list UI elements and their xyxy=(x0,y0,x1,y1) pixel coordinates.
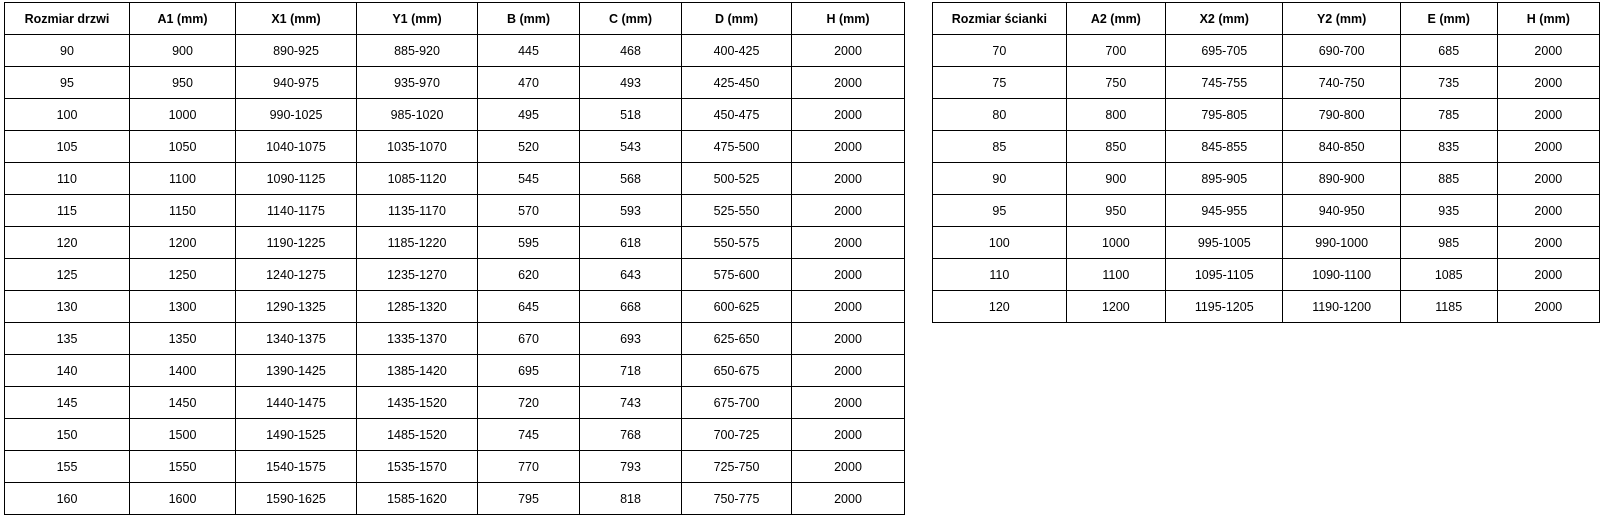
table-row xyxy=(5,451,905,483)
table-cell: 1335-1370 xyxy=(357,323,478,355)
table-cell: 835 xyxy=(1400,131,1497,163)
table-cell: 750 xyxy=(1066,67,1165,99)
column-header-a2: A2 (mm) xyxy=(1066,3,1165,35)
table-cell: 1085 xyxy=(1400,259,1497,291)
table-cell: 575-600 xyxy=(682,259,792,291)
table-cell: 850 xyxy=(1066,131,1165,163)
table-cell: 80 xyxy=(933,99,1067,131)
table-cell: 645 xyxy=(478,291,580,323)
table-cell: 2000 xyxy=(792,163,905,195)
table-row xyxy=(5,355,905,387)
table-cell: 950 xyxy=(130,67,236,99)
table-cell: 625-650 xyxy=(682,323,792,355)
table-cell: 2000 xyxy=(792,195,905,227)
table-cell: 885 xyxy=(1400,163,1497,195)
column-header-y1: Y1 (mm) xyxy=(357,3,478,35)
table-cell: 1450 xyxy=(130,387,236,419)
table-cell: 2000 xyxy=(792,355,905,387)
table-row xyxy=(5,99,905,131)
table-cell: 750-775 xyxy=(682,483,792,515)
table-cell: 2000 xyxy=(1497,163,1599,195)
table-cell: 1085-1120 xyxy=(357,163,478,195)
table-cell: 1285-1320 xyxy=(357,291,478,323)
table-cell: 1385-1420 xyxy=(357,355,478,387)
table-cell: 735 xyxy=(1400,67,1497,99)
table-cell: 595 xyxy=(478,227,580,259)
table-cell: 2000 xyxy=(1497,67,1599,99)
table-cell: 950 xyxy=(1066,195,1165,227)
table-cell: 425-450 xyxy=(682,67,792,99)
table-cell: 160 xyxy=(5,483,130,515)
table-cell: 115 xyxy=(5,195,130,227)
table-row xyxy=(933,259,1600,291)
table-cell: 1190-1200 xyxy=(1283,291,1400,323)
table-cell: 900 xyxy=(1066,163,1165,195)
table-cell: 895-905 xyxy=(1166,163,1283,195)
table-cell: 2000 xyxy=(1497,35,1599,67)
column-header-d: D (mm) xyxy=(682,3,792,35)
table-row xyxy=(5,419,905,451)
table-row xyxy=(5,67,905,99)
table-row xyxy=(5,323,905,355)
table-row xyxy=(933,291,1600,323)
table-cell: 550-575 xyxy=(682,227,792,259)
table-cell: 695 xyxy=(478,355,580,387)
table-cell: 940-975 xyxy=(236,67,357,99)
table-cell: 2000 xyxy=(792,291,905,323)
table-cell: 2000 xyxy=(1497,131,1599,163)
table-header-row xyxy=(5,3,905,35)
table-cell: 1095-1105 xyxy=(1166,259,1283,291)
column-header-c: C (mm) xyxy=(580,3,682,35)
table-cell: 885-920 xyxy=(357,35,478,67)
doors-table-body xyxy=(5,35,905,515)
table-cell: 670 xyxy=(478,323,580,355)
table-cell: 800 xyxy=(1066,99,1165,131)
table-cell: 2000 xyxy=(792,419,905,451)
column-header-rozmiar-drzwi: Rozmiar drzwi xyxy=(5,3,130,35)
doors-table-header xyxy=(5,3,905,35)
table-cell: 890-925 xyxy=(236,35,357,67)
table-cell: 995-1005 xyxy=(1166,227,1283,259)
table-cell: 785 xyxy=(1400,99,1497,131)
column-header-b: B (mm) xyxy=(478,3,580,35)
table-cell: 2000 xyxy=(792,35,905,67)
table-cell: 718 xyxy=(580,355,682,387)
column-header-a1: A1 (mm) xyxy=(130,3,236,35)
table-cell: 1300 xyxy=(130,291,236,323)
table-cell: 75 xyxy=(933,67,1067,99)
table-cell: 120 xyxy=(5,227,130,259)
table-cell: 2000 xyxy=(1497,195,1599,227)
table-cell: 470 xyxy=(478,67,580,99)
table-cell: 945-955 xyxy=(1166,195,1283,227)
table-cell: 1190-1225 xyxy=(236,227,357,259)
table-row xyxy=(5,387,905,419)
table-cell: 105 xyxy=(5,131,130,163)
table-cell: 2000 xyxy=(792,483,905,515)
table-cell: 1195-1205 xyxy=(1166,291,1283,323)
table-cell: 500-525 xyxy=(682,163,792,195)
table-cell: 120 xyxy=(933,291,1067,323)
table-cell: 693 xyxy=(580,323,682,355)
table-cell: 700-725 xyxy=(682,419,792,451)
table-cell: 690-700 xyxy=(1283,35,1400,67)
table-cell: 985 xyxy=(1400,227,1497,259)
column-header-x1: X1 (mm) xyxy=(236,3,357,35)
walls-table-body xyxy=(933,35,1600,323)
column-header-h: H (mm) xyxy=(1497,3,1599,35)
table-cell: 770 xyxy=(478,451,580,483)
table-row xyxy=(5,483,905,515)
column-header-x2: X2 (mm) xyxy=(1166,3,1283,35)
table-cell: 1150 xyxy=(130,195,236,227)
table-cell: 135 xyxy=(5,323,130,355)
table-cell: 155 xyxy=(5,451,130,483)
table-cell: 85 xyxy=(933,131,1067,163)
table-cell: 845-855 xyxy=(1166,131,1283,163)
table-cell: 2000 xyxy=(1497,291,1599,323)
table-cell: 100 xyxy=(5,99,130,131)
table-cell: 790-800 xyxy=(1283,99,1400,131)
table-cell: 100 xyxy=(933,227,1067,259)
table-cell: 1035-1070 xyxy=(357,131,478,163)
table-cell: 1100 xyxy=(130,163,236,195)
table-cell: 518 xyxy=(580,99,682,131)
table-cell: 2000 xyxy=(1497,259,1599,291)
table-cell: 1090-1125 xyxy=(236,163,357,195)
table-cell: 818 xyxy=(580,483,682,515)
table-cell: 1535-1570 xyxy=(357,451,478,483)
table-cell: 990-1025 xyxy=(236,99,357,131)
table-cell: 1100 xyxy=(1066,259,1165,291)
table-cell: 468 xyxy=(580,35,682,67)
table-cell: 2000 xyxy=(792,99,905,131)
table-cell: 90 xyxy=(5,35,130,67)
table-cell: 740-750 xyxy=(1283,67,1400,99)
table-cell: 2000 xyxy=(1497,99,1599,131)
column-header-y2: Y2 (mm) xyxy=(1283,3,1400,35)
table-cell: 400-425 xyxy=(682,35,792,67)
table-row xyxy=(933,99,1600,131)
table-cell: 130 xyxy=(5,291,130,323)
table-cell: 620 xyxy=(478,259,580,291)
table-cell: 940-950 xyxy=(1283,195,1400,227)
table-cell: 495 xyxy=(478,99,580,131)
table-cell: 1185 xyxy=(1400,291,1497,323)
walls-table-container xyxy=(932,2,1600,323)
table-cell: 2000 xyxy=(792,387,905,419)
table-cell: 70 xyxy=(933,35,1067,67)
table-cell: 1590-1625 xyxy=(236,483,357,515)
table-cell: 545 xyxy=(478,163,580,195)
table-cell: 150 xyxy=(5,419,130,451)
table-row xyxy=(933,35,1600,67)
table-cell: 1435-1520 xyxy=(357,387,478,419)
table-cell: 1540-1575 xyxy=(236,451,357,483)
column-header-e: E (mm) xyxy=(1400,3,1497,35)
table-row xyxy=(5,259,905,291)
table-cell: 593 xyxy=(580,195,682,227)
table-cell: 1200 xyxy=(1066,291,1165,323)
table-cell: 745-755 xyxy=(1166,67,1283,99)
table-cell: 110 xyxy=(5,163,130,195)
table-row xyxy=(5,195,905,227)
table-cell: 793 xyxy=(580,451,682,483)
table-cell: 520 xyxy=(478,131,580,163)
table-cell: 768 xyxy=(580,419,682,451)
table-cell: 1040-1075 xyxy=(236,131,357,163)
table-cell: 110 xyxy=(933,259,1067,291)
table-cell: 568 xyxy=(580,163,682,195)
table-cell: 1485-1520 xyxy=(357,419,478,451)
table-cell: 2000 xyxy=(1497,227,1599,259)
table-cell: 1050 xyxy=(130,131,236,163)
table-cell: 1000 xyxy=(130,99,236,131)
table-cell: 795 xyxy=(478,483,580,515)
table-cell: 1390-1425 xyxy=(236,355,357,387)
table-cell: 1400 xyxy=(130,355,236,387)
table-cell: 1240-1275 xyxy=(236,259,357,291)
table-cell: 1250 xyxy=(130,259,236,291)
table-cell: 890-900 xyxy=(1283,163,1400,195)
table-cell: 795-805 xyxy=(1166,99,1283,131)
doors-table-container xyxy=(4,2,905,515)
table-cell: 1290-1325 xyxy=(236,291,357,323)
table-cell: 745 xyxy=(478,419,580,451)
table-cell: 725-750 xyxy=(682,451,792,483)
table-cell: 650-675 xyxy=(682,355,792,387)
doors-specification-table xyxy=(4,2,905,515)
table-cell: 145 xyxy=(5,387,130,419)
walls-specification-table xyxy=(932,2,1600,323)
table-row xyxy=(933,131,1600,163)
table-cell: 900 xyxy=(130,35,236,67)
table-cell: 1550 xyxy=(130,451,236,483)
table-cell: 1350 xyxy=(130,323,236,355)
table-cell: 450-475 xyxy=(682,99,792,131)
table-cell: 2000 xyxy=(792,259,905,291)
table-cell: 935-970 xyxy=(357,67,478,99)
table-cell: 95 xyxy=(5,67,130,99)
table-cell: 618 xyxy=(580,227,682,259)
table-cell: 2000 xyxy=(792,451,905,483)
table-cell: 1500 xyxy=(130,419,236,451)
table-cell: 985-1020 xyxy=(357,99,478,131)
table-cell: 743 xyxy=(580,387,682,419)
table-cell: 125 xyxy=(5,259,130,291)
table-cell: 935 xyxy=(1400,195,1497,227)
table-cell: 600-625 xyxy=(682,291,792,323)
table-row xyxy=(933,227,1600,259)
table-cell: 720 xyxy=(478,387,580,419)
table-cell: 140 xyxy=(5,355,130,387)
table-cell: 1185-1220 xyxy=(357,227,478,259)
table-cell: 840-850 xyxy=(1283,131,1400,163)
table-cell: 2000 xyxy=(792,131,905,163)
table-cell: 570 xyxy=(478,195,580,227)
table-cell: 493 xyxy=(580,67,682,99)
table-header-row xyxy=(933,3,1600,35)
table-cell: 1000 xyxy=(1066,227,1165,259)
table-cell: 543 xyxy=(580,131,682,163)
table-cell: 1135-1170 xyxy=(357,195,478,227)
table-cell: 1140-1175 xyxy=(236,195,357,227)
table-row xyxy=(5,227,905,259)
table-cell: 695-705 xyxy=(1166,35,1283,67)
table-cell: 1340-1375 xyxy=(236,323,357,355)
table-cell: 2000 xyxy=(792,67,905,99)
table-cell: 685 xyxy=(1400,35,1497,67)
table-cell: 90 xyxy=(933,163,1067,195)
table-cell: 445 xyxy=(478,35,580,67)
table-cell: 525-550 xyxy=(682,195,792,227)
table-cell: 2000 xyxy=(792,323,905,355)
table-row xyxy=(933,195,1600,227)
table-cell: 643 xyxy=(580,259,682,291)
table-row xyxy=(5,35,905,67)
table-cell: 1200 xyxy=(130,227,236,259)
table-cell: 1090-1100 xyxy=(1283,259,1400,291)
table-cell: 668 xyxy=(580,291,682,323)
table-cell: 475-500 xyxy=(682,131,792,163)
table-row xyxy=(5,291,905,323)
table-cell: 2000 xyxy=(792,227,905,259)
table-row xyxy=(933,67,1600,99)
table-cell: 1440-1475 xyxy=(236,387,357,419)
table-cell: 990-1000 xyxy=(1283,227,1400,259)
table-cell: 1490-1525 xyxy=(236,419,357,451)
table-cell: 700 xyxy=(1066,35,1165,67)
table-cell: 1585-1620 xyxy=(357,483,478,515)
column-header-rozmiar-scianki: Rozmiar ścianki xyxy=(933,3,1067,35)
table-cell: 95 xyxy=(933,195,1067,227)
table-cell: 1600 xyxy=(130,483,236,515)
table-row xyxy=(933,163,1600,195)
table-cell: 1235-1270 xyxy=(357,259,478,291)
table-row xyxy=(5,131,905,163)
table-row xyxy=(5,163,905,195)
walls-table-header xyxy=(933,3,1600,35)
column-header-h: H (mm) xyxy=(792,3,905,35)
table-cell: 675-700 xyxy=(682,387,792,419)
